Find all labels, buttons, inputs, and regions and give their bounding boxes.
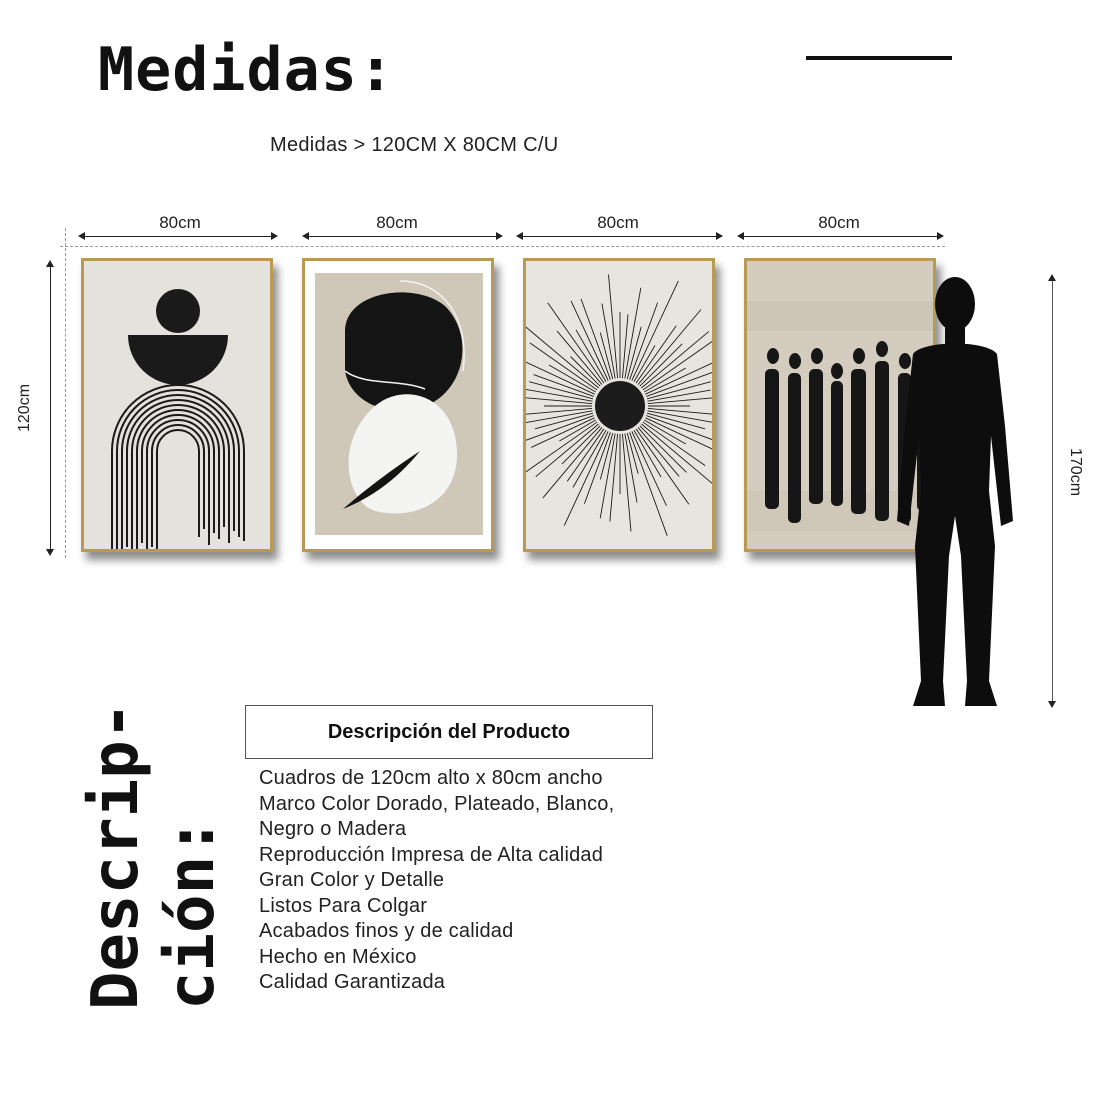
left-guide-line [65, 228, 66, 558]
page-title: Medidas: [98, 35, 395, 105]
width-arrow-3 [518, 236, 721, 237]
width-arrow-4 [739, 236, 942, 237]
width-label-2: 80cm [376, 213, 418, 232]
human-silhouette-icon [893, 276, 1017, 708]
width-label-3: 80cm [597, 213, 639, 232]
height-label: 120cm [16, 383, 33, 432]
description-list [259, 766, 614, 996]
decorative-line [806, 56, 952, 60]
list-item: Calidad Garantizada [259, 971, 446, 993]
side-title-line2: ción: [155, 817, 229, 1010]
artwork-abstract-image [305, 261, 491, 549]
artwork-arch [81, 258, 273, 552]
width-label-4: 80cm [818, 213, 860, 232]
person-height-arrow [1052, 276, 1053, 706]
list-item: Acabados finos y de calidad [259, 920, 514, 942]
list-item: Marco Color Dorado, Plateado, Blanco, [259, 792, 615, 815]
description-side-title [78, 702, 230, 1010]
height-arrow [50, 262, 51, 554]
list-item: Cuadros de 120cm alto x 80cm ancho [259, 767, 603, 789]
artwork-abstract [302, 258, 494, 552]
top-guide-line [60, 246, 945, 247]
artwork-arch-image [84, 261, 270, 549]
artwork-sun-image [526, 261, 712, 549]
width-arrow-1 [80, 236, 276, 237]
list-item: Gran Color y Detalle [259, 869, 445, 891]
artwork-sun [523, 258, 715, 552]
list-item: Listos Para Colgar [259, 894, 428, 917]
list-item: Reproducción Impresa de Alta calidad [259, 843, 604, 866]
list-item: Hecho en México [259, 945, 417, 968]
width-arrow-2 [304, 236, 501, 237]
size-subtitle: Medidas > 120CM X 80CM C/U [270, 134, 559, 156]
description-box-title: Descripción del Producto [245, 705, 653, 759]
person-height-label: 170cm [1067, 448, 1084, 497]
side-title-line1: Descrip- [79, 701, 153, 1010]
width-label-1: 80cm [159, 213, 201, 232]
list-item: Negro o Madera [259, 818, 407, 840]
